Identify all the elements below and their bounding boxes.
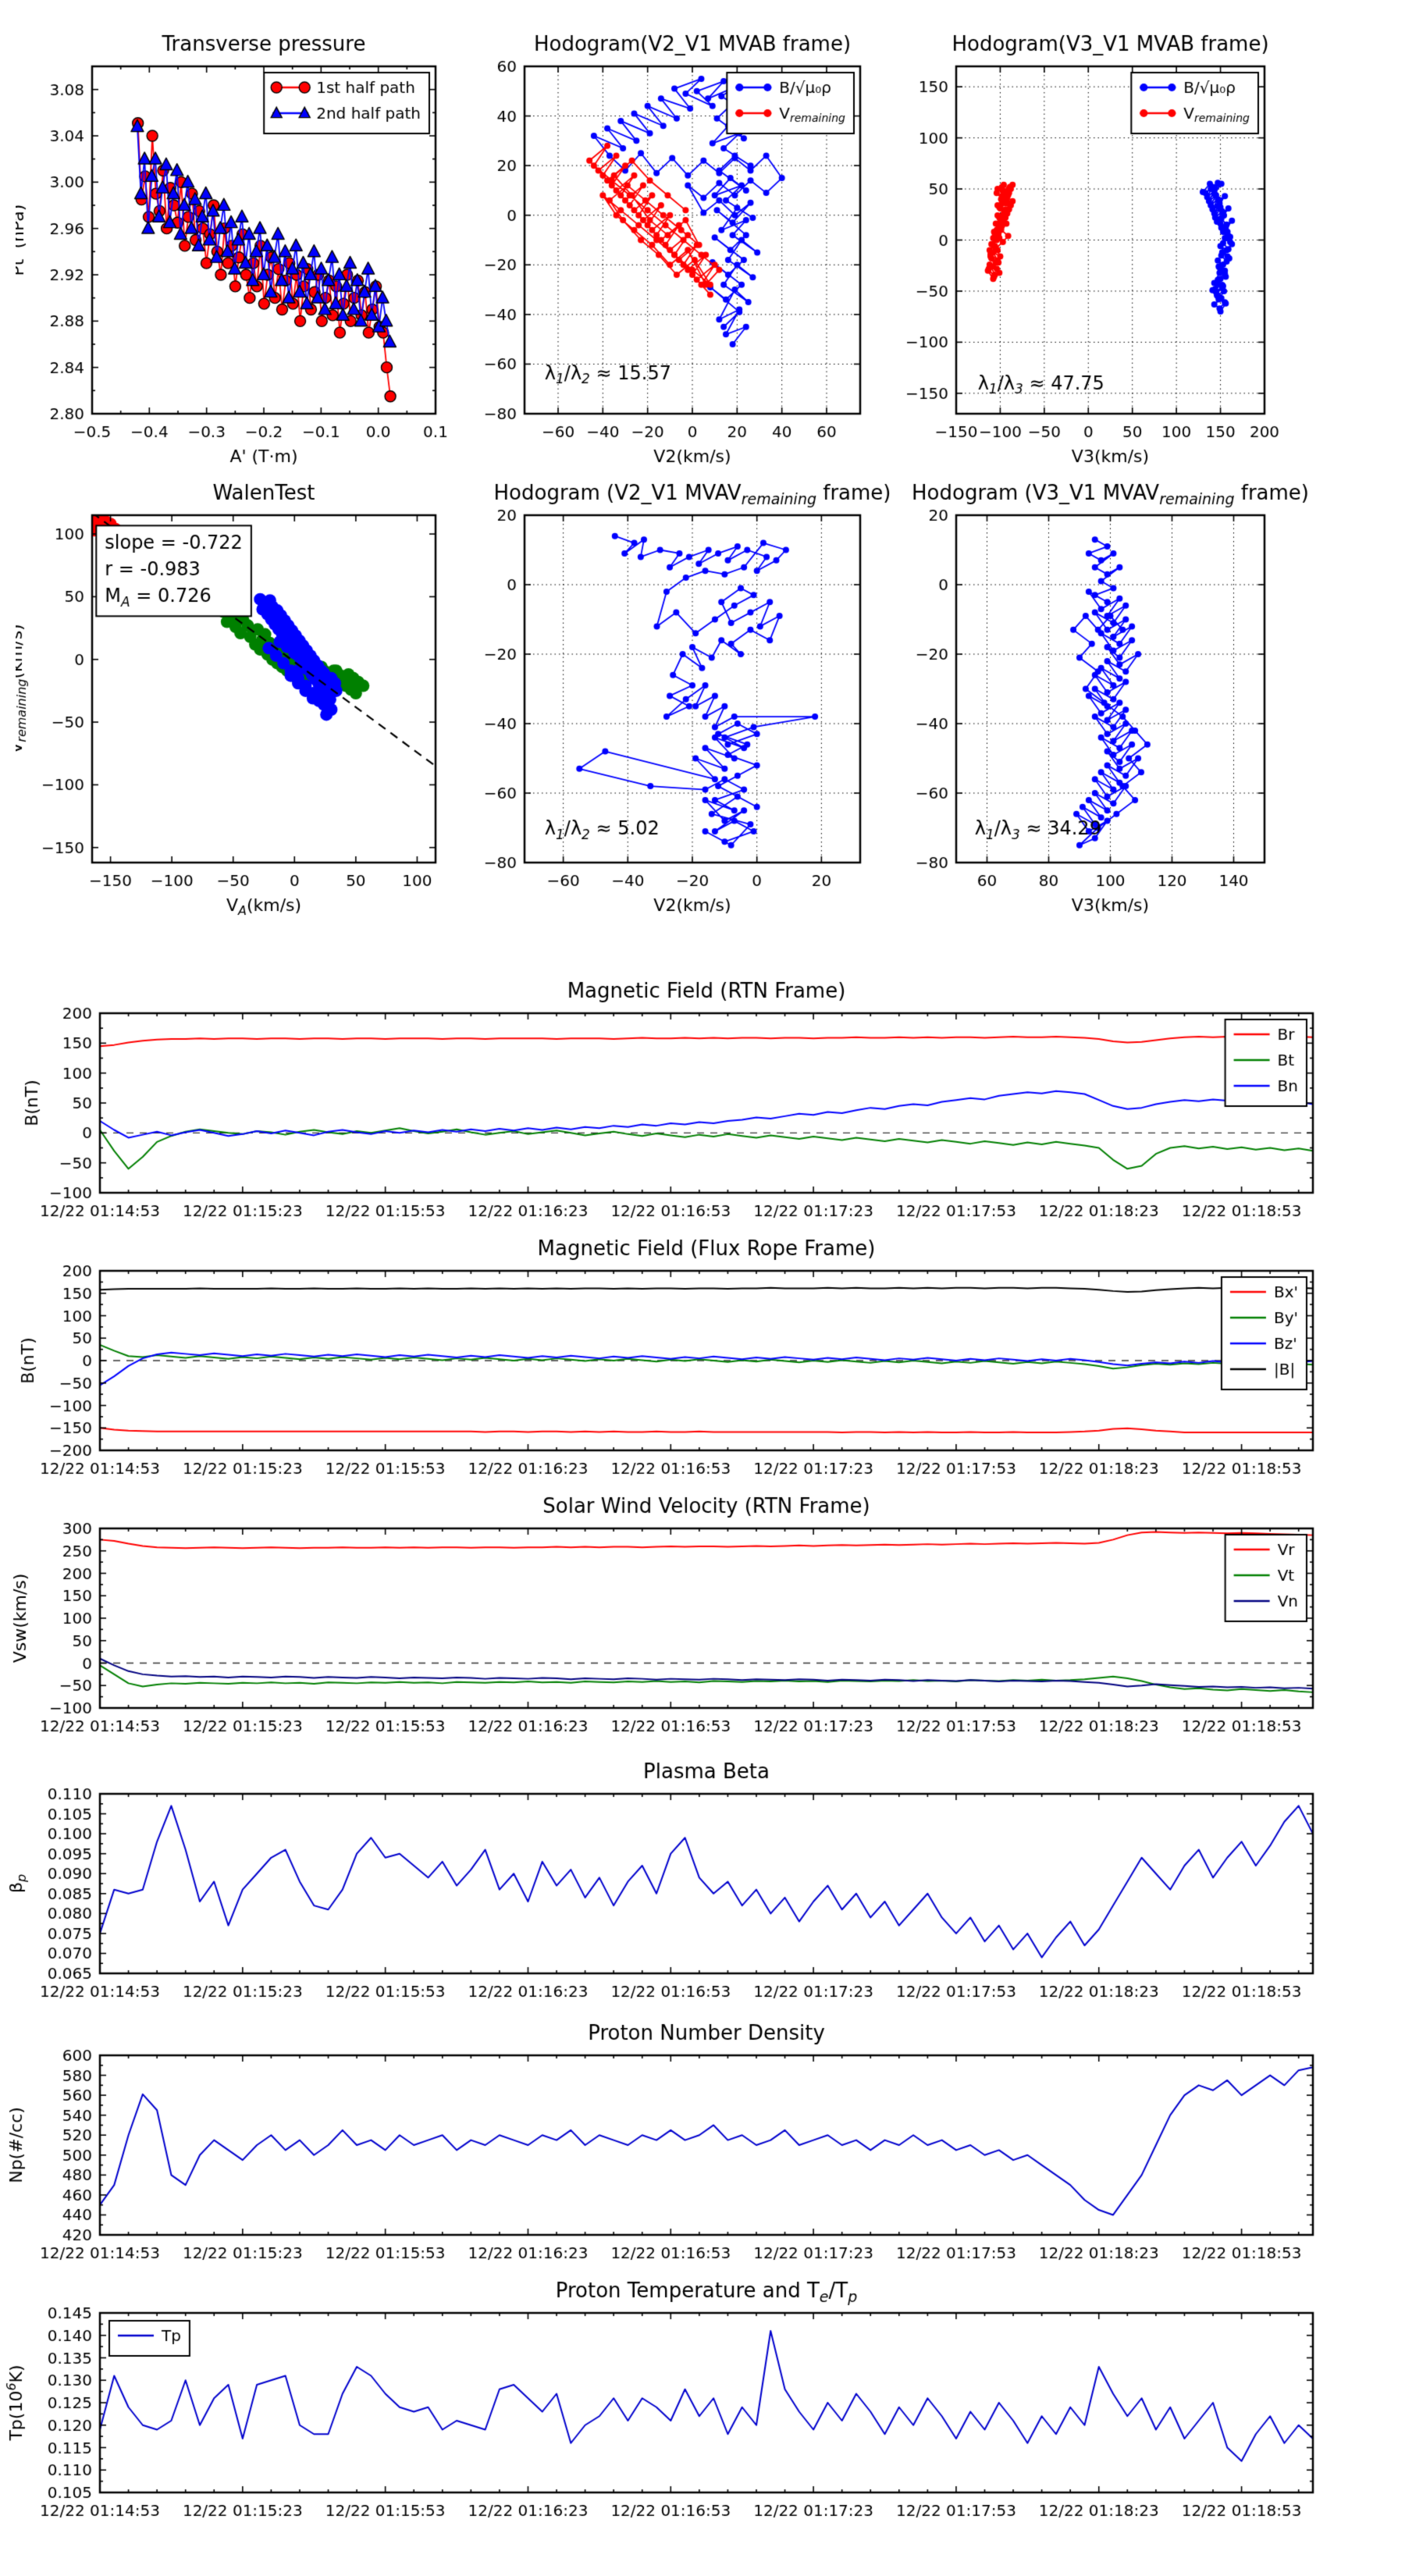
chart-magnetic-field-flux-rope — [0, 1226, 1405, 1483]
chart-proton-density — [0, 2010, 1405, 2268]
chart-solar-wind-velocity — [0, 1483, 1405, 1741]
chart-transverse-pressure — [16, 20, 484, 500]
chart-hodogram-v3v1-mvab — [898, 20, 1366, 500]
chart-hodogram-v2v1-mvav — [468, 468, 905, 952]
chart-proton-temperature — [0, 2268, 1405, 2537]
chart-walen-test — [16, 468, 484, 952]
chart-magnetic-field-rtn — [0, 968, 1405, 1226]
chart-hodogram-v3v1-mvav — [898, 468, 1366, 952]
chart-plasma-beta — [0, 1749, 1405, 2006]
chart-hodogram-v2v1-mvab — [468, 20, 905, 500]
